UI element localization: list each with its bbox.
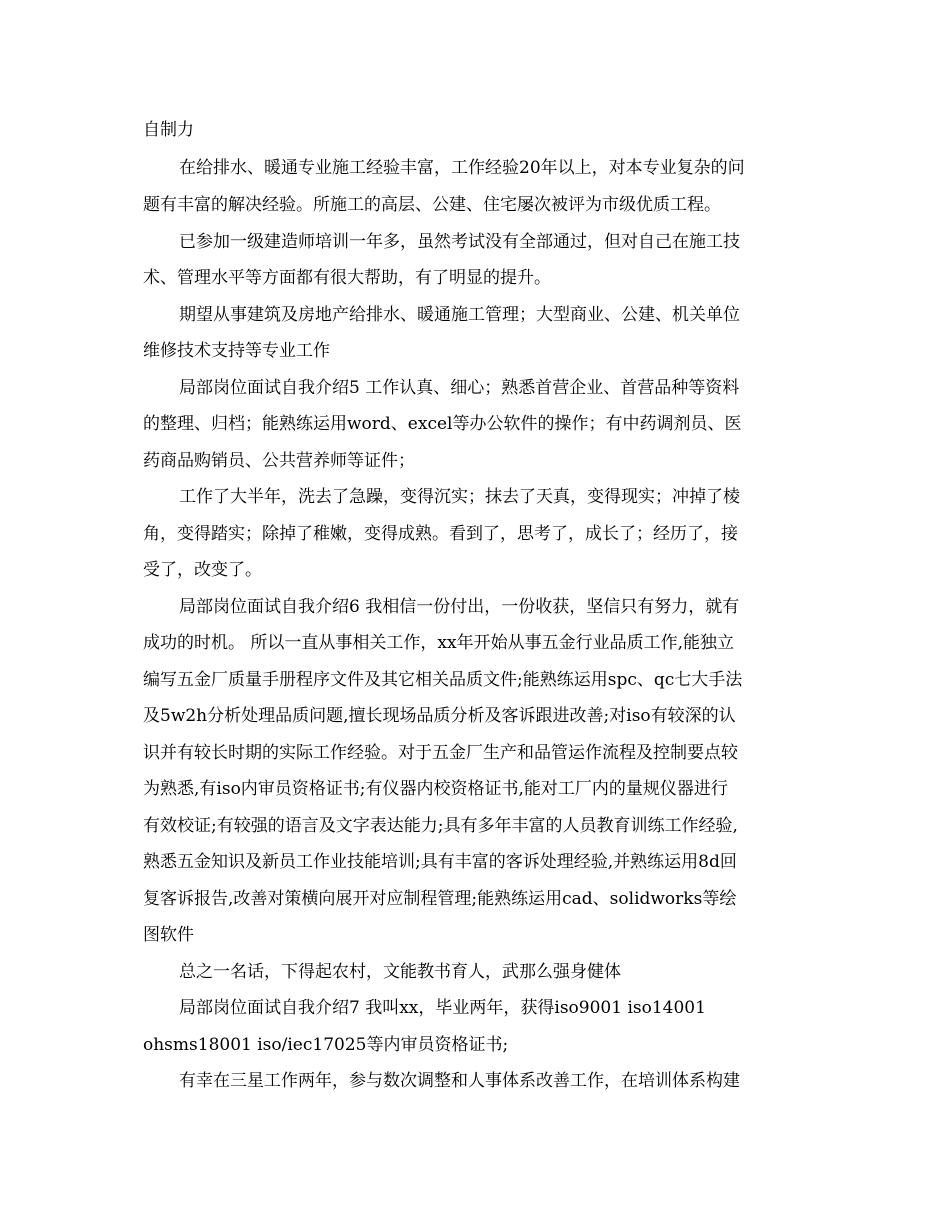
text-line: 的整理、归档；能熟练运用word、excel等办公软件的操作；有中药调剂员、医 (143, 414, 742, 434)
paragraph-first-line: 局部岗位面试自我介绍6 我相信一份付出，一份收获，坚信只有努力，就有 (179, 597, 740, 617)
text-line: 及5w2h分析处理品质问题,擅长现场品质分析及客诉跟进改善;对iso有较深的认 (143, 706, 736, 726)
text-line: 有效校证;有较强的语言及文字表达能力;具有多年丰富的人员教育训练工作经验, (143, 816, 738, 836)
text-line: 复客诉报告,改善对策横向展开对应制程管理;能熟练运用cad、solidworks等绘 (143, 889, 737, 909)
paragraph-first-line: 期望从事建筑及房地产给排水、暖通施工管理；大型商业、公建、机关单位 (179, 305, 740, 325)
paragraph-first-line: 工作了大半年，洗去了急躁，变得沉实；抹去了天真，变得现实；冲掉了棱 (179, 487, 740, 507)
text-line: 图软件 (143, 925, 194, 945)
text-line: 识并有较长时期的实际工作经验。对于五金厂生产和品管运作流程及控制要点较 (143, 743, 738, 763)
paragraph-first-line: 局部岗位面试自我介绍5 工作认真、细心；熟悉首营企业、首营品种等资料 (179, 378, 740, 398)
paragraph-first-line: 局部岗位面试自我介绍7 我叫xx，毕业两年，获得iso9001 iso14001 (179, 998, 706, 1018)
paragraph-first-line: 已参加一级建造师培训一年多，虽然考试没有全部通过，但对自己在施工技 (179, 232, 740, 252)
text-line: 药商品购销员、公共营养师等证件； (143, 451, 415, 471)
text-line: 成功的时机。 所以一直从事相关工作，xx年开始从事五金行业品质工作,能独立 (143, 633, 734, 653)
text-line: 题有丰富的解决经验。所施工的高层、公建、住宅屡次被评为市级优质工程。 (143, 195, 721, 215)
paragraph-first-line: 总之一名话，下得起农村，文能教书育人，武那么强身健体 (179, 962, 621, 982)
text-line: 维修技术支持等专业工作 (143, 341, 330, 361)
paragraph-first-line: 在给排水、暖通专业施工经验丰富，工作经验20年以上，对本专业复杂的问 (179, 158, 745, 178)
text-line: 角，变得踏实；除掉了稚嫩，变得成熟。看到了，思考了，成长了；经历了，接 (143, 524, 738, 544)
text-line: 自制力 (143, 120, 194, 140)
text-line: 编写五金厂质量手册程序文件及其它相关品质文件;能熟练运用spc、qc七大手法 (143, 670, 743, 690)
text-line: 为熟悉,有iso内审员资格证书;有仪器内校资格证书,能对工厂内的量规仪器进行 (143, 779, 728, 799)
text-line: 受了，改变了。 (143, 560, 262, 580)
text-line: 熟悉五金知识及新员工作业技能培训;具有丰富的客诉处理经验,并熟练运用8d回 (143, 852, 737, 872)
paragraph-first-line: 有幸在三星工作两年，参与数次调整和人事体系改善工作，在培训体系构建 (179, 1071, 740, 1091)
text-line: 术、管理水平等方面都有很大帮助，有了明显的提升。 (143, 268, 551, 288)
text-line: ohsms18001 iso/iec17025等内审员资格证书; (143, 1035, 509, 1055)
